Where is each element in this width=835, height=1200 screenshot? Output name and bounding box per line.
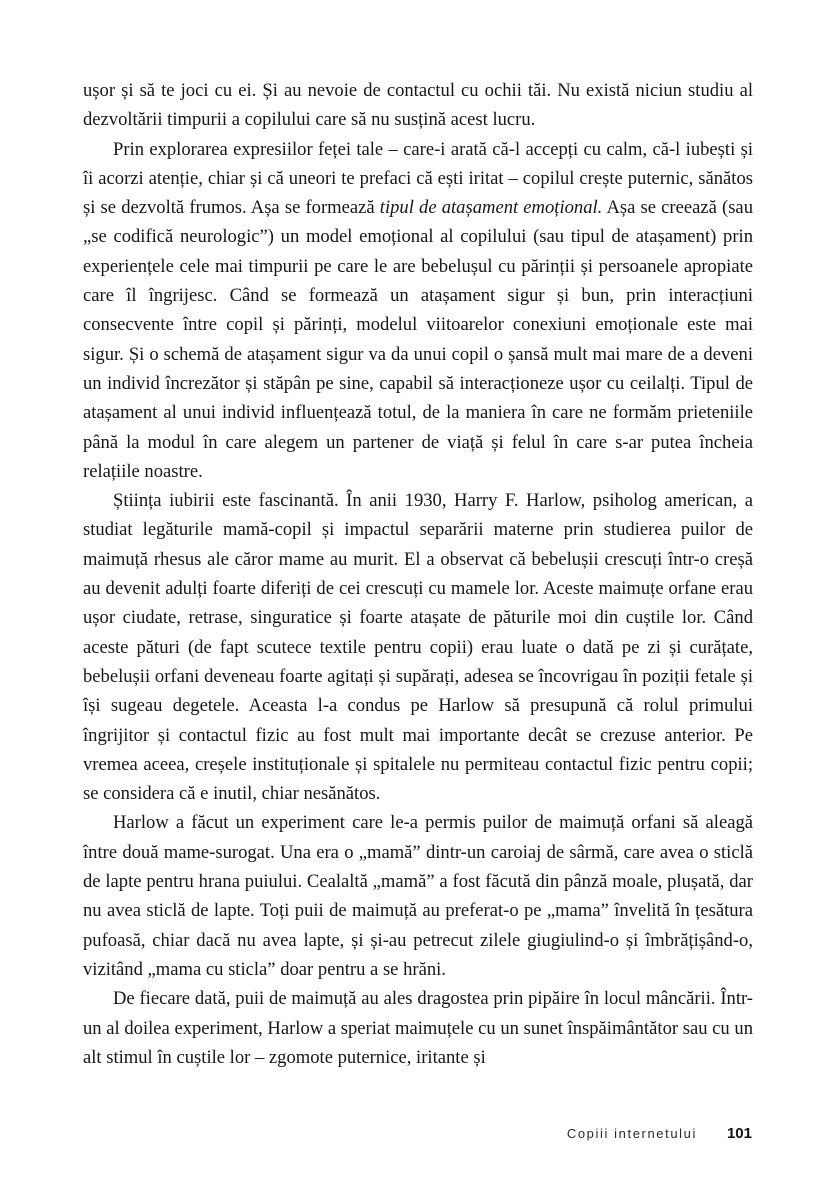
running-title: Copiii internetului xyxy=(566,1126,697,1141)
paragraph: De fiecare dată, puii de maimuță au ales dragostea prin pipăire în locul mâncării. Într-un al doilea experiment, Harlow a speriat maimuțele cu un sunet înspăimântător sau cu un alt stimul în cuștile lor – zgomote puternice, iritante și xyxy=(83,988,753,1068)
paragraph: Știința iubirii este fascinantă. În anii 1930, Harry F. Harlow, psiholog american, a studiat legăturile mamă-copil și impactul separării materne prin studierea puilor de maimuță rhesus ale căror mame au murit. El a observat că bebelușii crescuți într-o creșă au devenit adulți foarte diferiți de cei crescuți cu mamele lor. Aceste maimuțe orfane erau ușor ciudate, retrase, singuratice și foarte atașate de păturile moi din cuștile lor. Când aceste pături (de fapt scutece textile pentru copii) erau luate o dată pe zi și curățate, bebelușii orfani deveneau foarte agitați și supărați, adesea se încovrigau în poziții fetale și își sugeau degetele. Aceasta l-a condus pe Harlow să presupună că rolul primului îngrijitor și contactul fizic au fost mult mai importante decât se crezuse anterior. Pe vremea aceea, creșele instituționale și spitalele nu permiteau contactul fizic pentru copii; se considera că e inutil, chiar nesănătos. xyxy=(83,490,753,805)
page-number: 101 xyxy=(726,1125,752,1142)
italic-phrase: tipul de atașament emoțional. xyxy=(379,197,603,219)
body-text xyxy=(83,76,753,1072)
paragraph-text: Așa se creează (sau „se codifică neurologic”) un model emoțional al copilului (sau tipul de atașament) prin experiențele cele mai timpurii pe care le are bebelușul cu părinții și persoanele apropiate care îl îngrijesc. Când se formează un atașament sigur și bun, prin interacțiuni consecvente între copil și părinți, modelul viitoarelor conexiuni emoționale este mai sigur. Și o schemă de atașament sigur va da unui copil o șansă mult mai mare de a deveni un individ încrezător și stăpân pe sine, capabil să interacționeze ușor cu ceilalți. Tipul de atașament al unui individ influențează totul, de la maniera în care ne formăm prieteniile până la modul în care alegem un partener de viață și felul în care s-ar putea încheia relațiile noastre. xyxy=(83,197,753,482)
paragraph: Harlow a făcut un experiment care le-a permis puilor de maimuță orfani să aleagă între două mame-surogat. Una era o „mamă” dintr-un caroiaj de sârmă, care avea o sticlă de lapte pentru hrana puiului. Cealaltă „mamă” a fost făcută din pânză moale, plușată, dar nu avea sticlă de lapte. Toți puii de maimuță au preferat-o pe „mama” învelită în țesătura pufoasă, chiar dacă nu avea lapte, și și-au petrecut zilele giugiulind-o și îmbrățișând-o, vizitând „mama cu sticla” doar pentru a se hrăni. xyxy=(83,812,753,980)
paragraph-text: Prin explorarea expresiilor feței tale – care-i arată că-l accepți cu calm, că-l iubești și îi acorzi atenție, chiar și că uneori te prefaci că ești iritat – copilul crește puternic, sănătos și se dezvoltă frumos. Așa se formează xyxy=(83,138,753,219)
paragraph-continuation: ușor și să te joci cu ei. Și au nevoie de contactul cu ochii tăi. Nu există niciun studiu al dezvoltării timpurii a copilului care să nu susțină acest lucru. xyxy=(83,80,753,131)
page-footer xyxy=(567,1125,752,1142)
paragraph xyxy=(83,135,753,487)
